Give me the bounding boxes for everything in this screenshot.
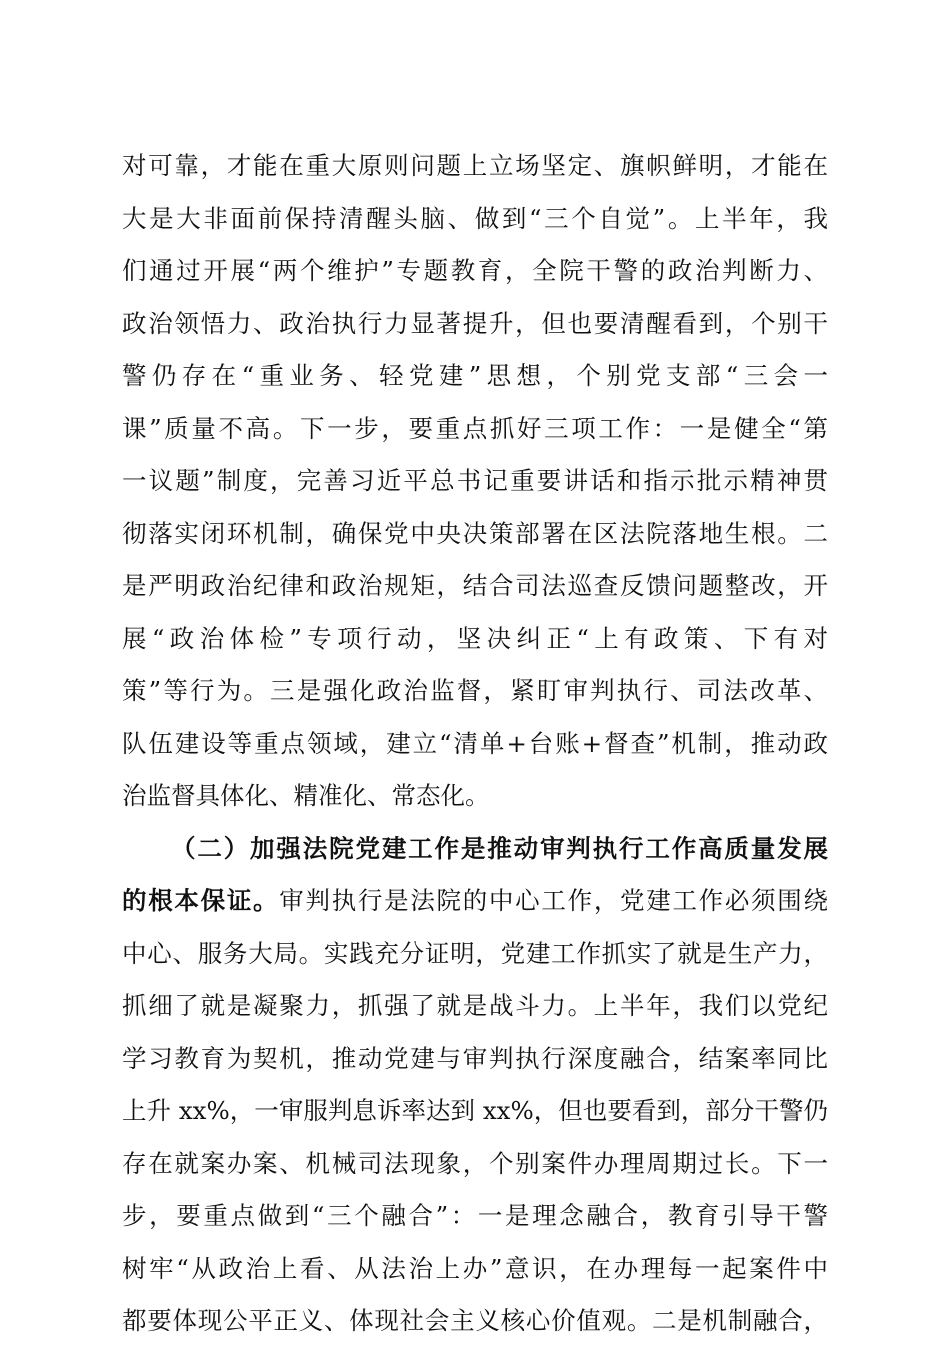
- paragraph-line: 抓细了就是凝聚力，抓强了就是战斗力。上半年，我们以党纪: [122, 991, 828, 1020]
- paragraph-line: [122, 875, 828, 928]
- paragraph-line: 一议题”制度，完善习近平总书记重要讲话和指示批示精神贯: [122, 466, 828, 495]
- paragraph-line: 树牢“从政治上看、从法治上办”意识，在办理每一起案件中: [122, 1253, 828, 1283]
- paragraph-text: 审判执行是法院的中心工作，党建工作必须围绕: [279, 886, 829, 915]
- paragraph-line: 步，要重点做到“三个融合”：一是理念融合，教育引导干警: [122, 1201, 828, 1230]
- paragraph-line: 对可靠，才能在重大原则问题上立场坚定、旗帜鲜明，才能在: [122, 151, 828, 180]
- paragraph-line: 政治领悟力、政治执行力显著提升，但也要清醒看到，个别干: [122, 308, 828, 338]
- paragraph-line: 治监督具体化、精准化、常态化。: [122, 781, 490, 810]
- paragraph-line: 学习教育为契机，推动党建与审判执行深度融合，结案率同比: [122, 1043, 828, 1073]
- section-heading-text: 的根本保证。: [122, 886, 280, 915]
- paragraph-line: 存在就案办案、机械司法现象，个别案件办理周期过长。下一: [122, 1148, 828, 1178]
- paragraph-line: 上升 xx%，一审服判息诉率达到 xx%，但也要看到，部分干警仍: [122, 1096, 828, 1125]
- paragraph-line: 展“政治体检”专项行动，坚决纠正“上有政策、下有对: [122, 623, 828, 653]
- paragraph-line: 彻落实闭环机制，确保党中央决策部署在区法院落地生根。二: [122, 518, 828, 548]
- paragraph-line: 都要体现公平正义、体现社会主义核心价值观。二是机制融合，: [122, 1306, 828, 1335]
- paragraph-line: 们通过开展“两个维护”专题教育，全院干警的政治判断力、: [122, 256, 828, 285]
- paragraph-line: 队伍建设等重点领域，建立“清单+台账+督查”机制，推动政: [122, 728, 828, 758]
- paragraph-line: 中心、服务大局。实践充分证明，党建工作抓实了就是生产力，: [122, 938, 828, 968]
- paragraph-line: 课”质量不高。下一步，要重点抓好三项工作：一是健全“第: [122, 413, 828, 443]
- paragraph-line: 策”等行为。三是强化政治监督，紧盯审判执行、司法改革、: [122, 676, 828, 705]
- paragraph-line: 是严明政治纪律和政治规矩，结合司法巡查反馈问题整改，开: [122, 571, 828, 600]
- section-heading-text: （二）加强法院党建工作是推动审判执行工作高质量发展: [171, 833, 828, 863]
- document-body: [122, 140, 828, 1348]
- section-heading: [122, 823, 828, 876]
- paragraph-line: 大是大非面前保持清醒头脑、做到“三个自觉”。上半年，我: [122, 203, 828, 233]
- paragraph-line: 警仍存在“重业务、轻党建”思想，个别党支部“三会一: [122, 361, 828, 390]
